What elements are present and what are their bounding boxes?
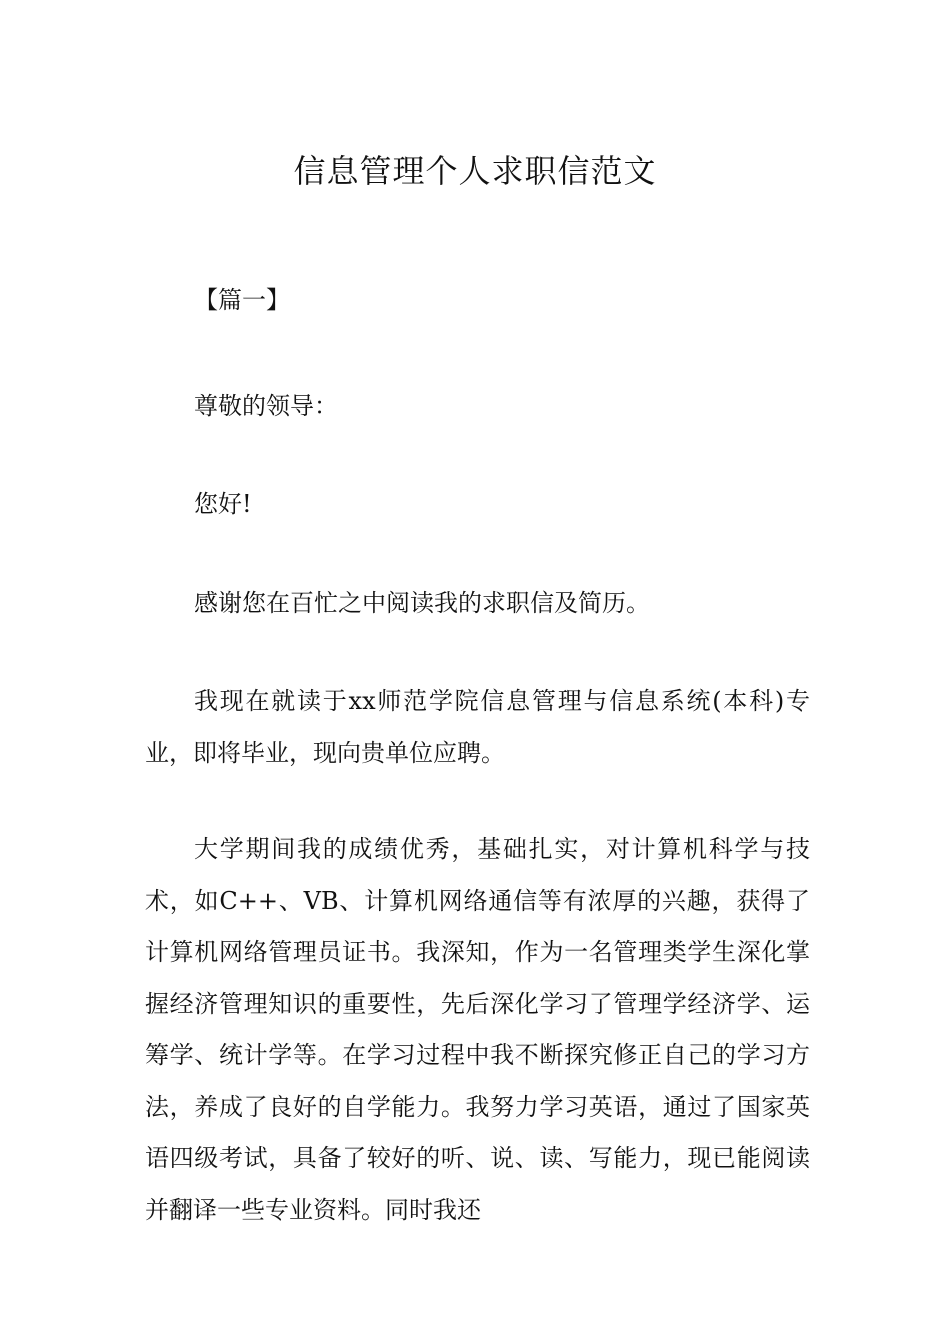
document-title: 信息管理个人求职信范文 (293, 152, 657, 191)
introduction-paragraph: 我现在就读于xx师范学院信息管理与信息系统(本科)专业，即将毕业，现向贵单位应聘。 (145, 687, 810, 767)
hello-paragraph: 您好! (194, 490, 252, 518)
greeting-paragraph: 尊敬的领导： (194, 392, 338, 420)
thanks-paragraph: 感谢您在百忙之中阅读我的求职信及简历。 (194, 589, 650, 617)
section-label: 【篇一】 (194, 286, 290, 314)
experience-paragraph: 大学期间我的成绩优秀，基础扎实，对计算机科学与技术，如C++、VB、计算机网络通信等有浓厚的兴趣，获得了计算机网络管理员证书。我深知，作为一名管理类学生深化掌握经济管理知识的重要性，先后深化学习了管理学经济学、运筹学、统计学等。在学习过程中我不断探究修正自己的学习方法，养成了良好的自学能力。我努力学习英语，通过了国家英语四级考试，具备了较好的听、说、读、写能力，现已能阅读并翻译一些专业资料。同时我还 (145, 835, 810, 1224)
